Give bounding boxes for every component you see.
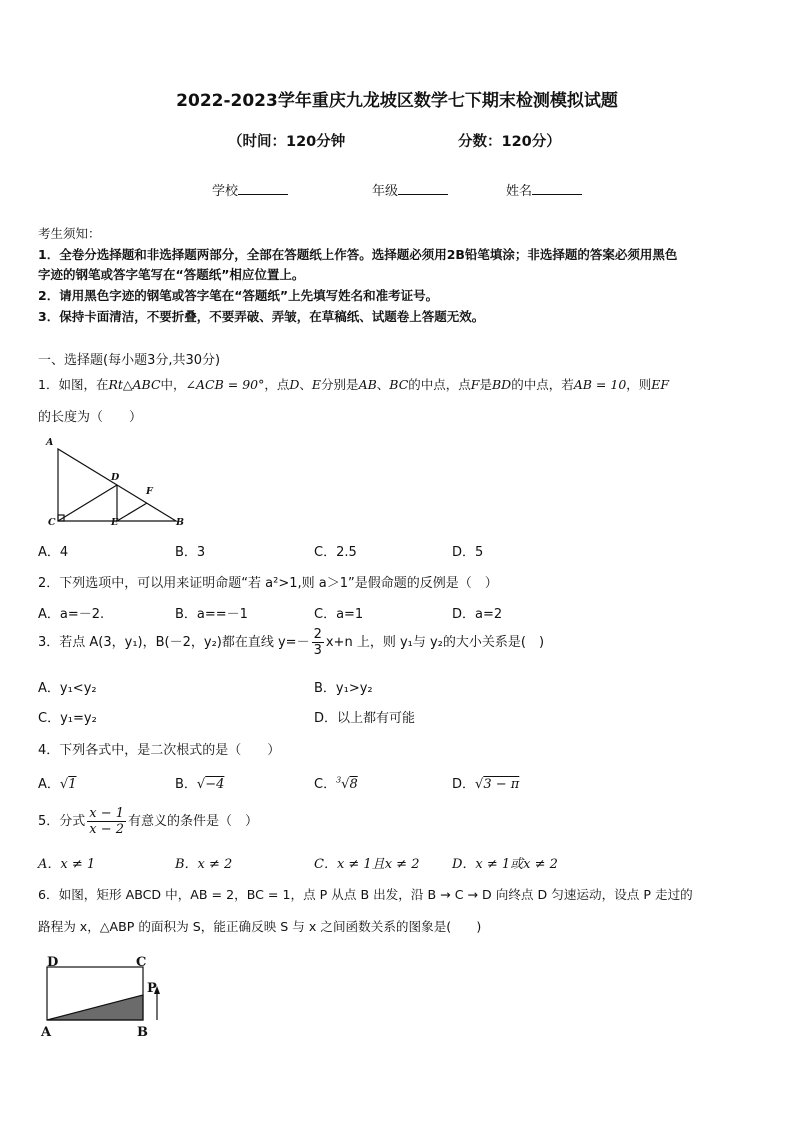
label-F: F (146, 486, 153, 497)
label-D: D (111, 472, 120, 483)
label-C: C (48, 517, 56, 528)
q3-fraction: $\frac{2}{3}$ (313, 627, 322, 658)
school-blank (238, 182, 288, 195)
q2-text: 2．下列选项中，可以用来证明命题“若 a²>1,则 a＞1”是假命题的反例是（ ） (38, 576, 498, 591)
q4-option-b: B．√−4 (175, 777, 225, 792)
label-C: C (136, 955, 147, 970)
notice-item: 3．保持卡面清洁，不要折叠，不要弄破、弄皱，在草稿纸、试题卷上答题无效。 (38, 309, 485, 324)
notice-heading: 考生须知： (38, 226, 101, 241)
q1-figure (40, 432, 200, 532)
notice-item: 1．全卷分选择题和非选择题两部分，全部在答题纸上作答。选择题必须用2B铅笔填涂；非选择题的答案必须用黑色 (38, 247, 678, 262)
section-heading: 一、选择题(每小题3分,共30分) (38, 353, 221, 368)
q3-text: 3．若点 A(3，y₁)，B(－2，y₂)都在直线 y=－ $\frac{2}{3}$ x+n 上，则 y₁与 y₂的大小关系是( ) (38, 627, 545, 658)
q3-option-c: C．y₁=y₂ (38, 711, 97, 726)
q5-text: 5．分式 $\frac{x - 1}{x - 2}$ 有意义的条件是（ ） (38, 806, 259, 837)
q3-option-a: A．y₁<y₂ (38, 681, 97, 696)
grade-blank (398, 182, 448, 195)
q1-option-d: D．5 (452, 545, 484, 560)
label-B: B (137, 1025, 148, 1040)
notice-item: 字迹的钢笔或答字笔写在“答题纸”相应位置上。 (38, 267, 305, 282)
q4-text: 4．下列各式中，是二次根式的是（ ） (38, 743, 281, 758)
q6-text-line1: 6．如图，矩形 ABCD 中，AB = 2，BC = 1，点 P 从点 B 出发，沿 B → C → D 向终点 D 匀速运动，设点 P 走过的 (38, 887, 693, 902)
q5-option-b: B．x ≠ 2 (175, 857, 233, 872)
label-P: P (147, 981, 157, 996)
q5-option-a: A．x ≠ 1 (38, 857, 96, 872)
label-D: D (47, 955, 59, 970)
q3-option-d: D．以上都有可能 (314, 711, 416, 726)
label-B: B (176, 517, 185, 528)
q3-option-b: B．y₁>y₂ (314, 681, 373, 696)
q1-text-line2: 的长度为（ ） (38, 410, 143, 425)
q6-figure (38, 950, 178, 1042)
q4-option-a: A．√1 (38, 777, 77, 792)
name-blank (532, 182, 582, 195)
label-A: A (46, 437, 54, 448)
q1-option-c: C．2.5 (314, 545, 357, 560)
q1-option-b: B．3 (175, 545, 206, 560)
q1-option-a: A．4 (38, 545, 69, 560)
name-label: 姓名 (506, 184, 533, 199)
q5-fraction: $\frac{x - 1}{x - 2}$ (89, 806, 125, 837)
page-title: 2022-2023学年重庆九龙坡区数学七下期末检测模拟试题 (176, 91, 618, 111)
q1-text: 1．如图，在Rt△ABC中，∠ACB = 90°，点D、E分别是AB、BC的中点，点F是BD的中点，若AB = 10，则EF (38, 377, 670, 392)
school-label: 学校 (212, 184, 239, 199)
label-E: E (111, 517, 119, 528)
school-field (212, 180, 288, 199)
q2-option-b: B．a==－1 (175, 607, 248, 622)
q2-option-a: A．a=－2. (38, 607, 105, 622)
label-A: A (41, 1025, 52, 1040)
q5-option-d: D．x ≠ 1或x ≠ 2 (452, 857, 558, 872)
q4-option-c: C．$^3$√8 (314, 775, 358, 792)
q5-option-c: C．x ≠ 1且x ≠ 2 (314, 857, 420, 872)
q6-text-line2: 路程为 x，△ABP 的面积为 S，能正确反映 S 与 x 之间函数关系的图象是( ) (38, 919, 482, 934)
grade-label: 年级 (372, 184, 399, 199)
exam-time: （时间：120分钟 (228, 134, 346, 150)
notice-item: 2．请用黑色字迹的钢笔或答字笔在“答题纸”上先填写姓名和准考证号。 (38, 288, 439, 303)
q4-option-d: D．√3 − π (452, 777, 520, 792)
q2-option-c: C．a=1 (314, 607, 364, 622)
name-field (506, 180, 582, 199)
grade-field (372, 180, 448, 199)
exam-score: 分数：120分） (458, 134, 561, 150)
q2-option-d: D．a=2 (452, 607, 503, 622)
